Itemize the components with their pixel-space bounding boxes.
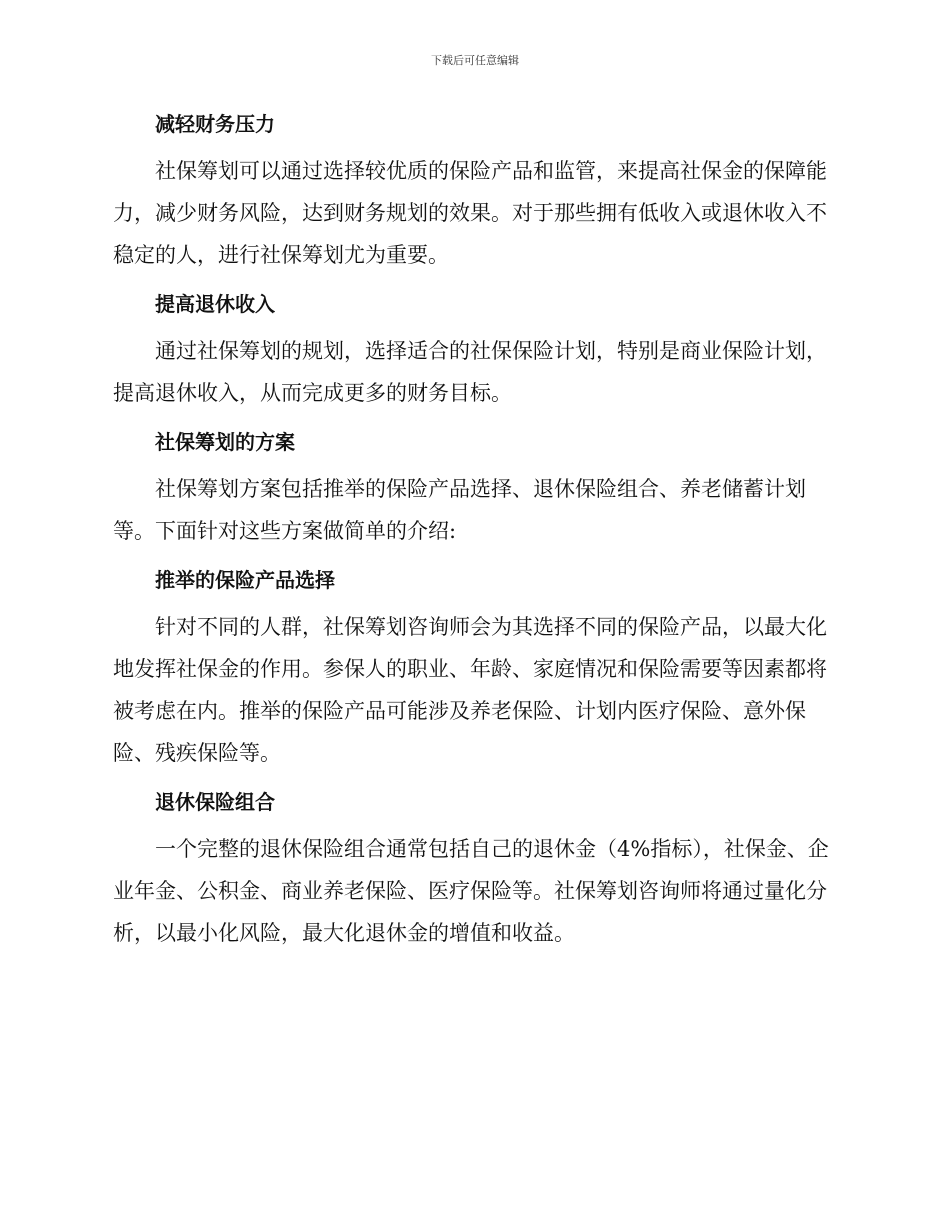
page-header: 下载后可任意编辑 <box>431 54 519 67</box>
section-title: 减轻财务压力 <box>155 112 275 136</box>
section-paragraph: 针对不同的人群，社保筹划咨询师会为其选择不同的保险产品，以最大化地发挥社保金的作用。参保人的职业、年龄、家庭情况和保险需要等因素都将被考虑在内。推举的保险产品可能涉及养老保险、计划内医疗保险、意外保险、残疾保险等。 <box>113 615 827 765</box>
section-paragraph: 社保筹划方案包括推举的保险产品选择、退休保险组合、养老储蓄计划等。下面针对这些方案做简单的介绍: <box>113 477 806 543</box>
section-title: 提高退休收入 <box>155 292 275 316</box>
section-paragraph: 一个完整的退休保险组合通常包括自己的退休金（4%指标），社保金、企业年金、公积金、商业养老保险、医疗保险等。社保筹划咨询师将通过量化分析，以最小化风险，最大化退休金的增值和收益。 <box>113 837 829 945</box>
section-title: 推举的保险产品选择 <box>155 568 335 592</box>
section-paragraph: 通过社保筹划的规划，选择适合的社保保险计划，特别是商业保险计划，提高退休收入，从而完成更多的财务目标。 <box>113 339 827 405</box>
document-body <box>113 104 835 962</box>
section-paragraph: 社保筹划可以通过选择较优质的保险产品和监管，来提高社保金的保障能力，减少财务风险，达到财务规划的效果。对于那些拥有低收入或退休收入不稳定的人，进行社保筹划尤为重要。 <box>113 159 827 267</box>
section-title: 退休保险组合 <box>155 790 275 814</box>
section-title: 社保筹划的方案 <box>155 430 295 454</box>
